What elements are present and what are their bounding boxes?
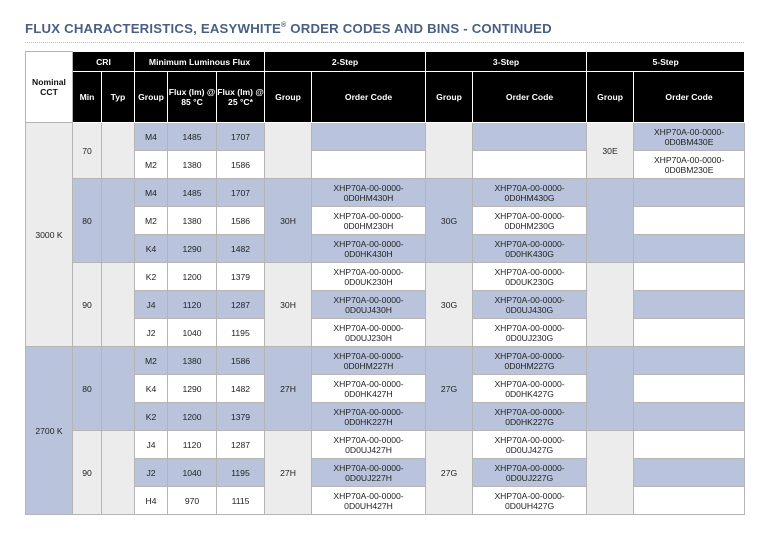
cri-min-cell: 90: [73, 431, 102, 515]
step5-code-cell: [634, 235, 745, 263]
step3-code-cell: XHP70A-00-0000-0D0UJ230G: [473, 319, 587, 347]
step5-code-cell: [634, 291, 745, 319]
step5-code-cell: [634, 347, 745, 375]
step2-code-cell: XHP70A-00-0000-0D0HK227H: [312, 403, 426, 431]
table-row: [26, 123, 745, 151]
step3-code-cell: XHP70A-00-0000-0D0HK430G: [473, 235, 587, 263]
flux25-cell: 1287: [217, 431, 265, 459]
step5-code-cell: [634, 431, 745, 459]
step5-group-cell: [587, 179, 634, 263]
step2-group-cell: 30H: [265, 263, 312, 347]
title-part-1: FLUX CHARACTERISTICS, EASYWHITE: [25, 21, 282, 36]
step5-code-cell: [634, 319, 745, 347]
table-body: [26, 123, 745, 515]
table-row: [26, 347, 745, 375]
cri-typ-cell: [102, 347, 135, 431]
step5-group-cell: [587, 263, 634, 347]
header-5-step-group: Group: [587, 72, 634, 123]
step5-code-cell: [634, 459, 745, 487]
step2-code-cell: XHP70A-00-0000-0D0UJ230H: [312, 319, 426, 347]
step5-code-cell: [634, 487, 745, 515]
table-row: [26, 431, 745, 459]
step5-code-cell: [634, 207, 745, 235]
step2-code-cell: XHP70A-00-0000-0D0UJ227H: [312, 459, 426, 487]
header-5-step: 5-Step: [587, 52, 745, 72]
step5-group-cell: [587, 431, 634, 515]
cri-min-cell: 70: [73, 123, 102, 179]
flux25-cell: 1195: [217, 459, 265, 487]
group-cell: J4: [135, 291, 168, 319]
step2-code-cell: XHP70A-00-0000-0D0UH427H: [312, 487, 426, 515]
group-cell: K4: [135, 235, 168, 263]
flux85-cell: 1200: [168, 263, 217, 291]
group-cell: K2: [135, 263, 168, 291]
flux25-cell: 1707: [217, 123, 265, 151]
flux85-cell: 1200: [168, 403, 217, 431]
flux25-cell: 1379: [217, 403, 265, 431]
flux85-cell: 1485: [168, 123, 217, 151]
step5-group-cell: [587, 347, 634, 431]
step2-code-cell: XHP70A-00-0000-0D0UJ427H: [312, 431, 426, 459]
step3-code-cell: [473, 123, 587, 151]
step5-code-cell: [634, 403, 745, 431]
header-typ: Typ: [102, 72, 135, 123]
step2-code-cell: XHP70A-00-0000-0D0HM227H: [312, 347, 426, 375]
step2-code-cell: XHP70A-00-0000-0D0UK230H: [312, 263, 426, 291]
cri-min-cell: 80: [73, 179, 102, 263]
table-row: [26, 179, 745, 207]
step2-group-cell: 30H: [265, 179, 312, 263]
flux85-cell: 1380: [168, 151, 217, 179]
flux25-cell: 1115: [217, 487, 265, 515]
flux85-cell: 1380: [168, 207, 217, 235]
group-cell: J4: [135, 431, 168, 459]
step5-code-cell: XHP70A-00-0000-0D0BM230E: [634, 151, 745, 179]
step3-code-cell: XHP70A-00-0000-0D0UJ227G: [473, 459, 587, 487]
step2-code-cell: [312, 151, 426, 179]
registered-mark: ®: [281, 21, 287, 29]
step2-code-cell: XHP70A-00-0000-0D0HK427H: [312, 375, 426, 403]
step5-code-cell: [634, 375, 745, 403]
step3-code-cell: XHP70A-00-0000-0D0HK427G: [473, 375, 587, 403]
group-cell: K2: [135, 403, 168, 431]
step2-code-cell: XHP70A-00-0000-0D0HK430H: [312, 235, 426, 263]
step3-code-cell: XHP70A-00-0000-0D0HM227G: [473, 347, 587, 375]
step5-group-cell: 30E: [587, 123, 634, 179]
step3-code-cell: XHP70A-00-0000-0D0HM230G: [473, 207, 587, 235]
header-2-step-order-code: Order Code: [312, 72, 426, 123]
step3-code-cell: XHP70A-00-0000-0D0UH427G: [473, 487, 587, 515]
step2-code-cell: [312, 123, 426, 151]
flux85-cell: 1120: [168, 431, 217, 459]
header-3-step: 3-Step: [426, 52, 587, 72]
cri-typ-cell: [102, 179, 135, 263]
step2-code-cell: XHP70A-00-0000-0D0UJ430H: [312, 291, 426, 319]
header-min: Min: [73, 72, 102, 123]
cri-typ-cell: [102, 263, 135, 347]
table-row: [26, 263, 745, 291]
step2-group-cell: 27H: [265, 347, 312, 431]
step3-code-cell: XHP70A-00-0000-0D0UK230G: [473, 263, 587, 291]
flux85-cell: 1290: [168, 375, 217, 403]
step3-code-cell: [473, 151, 587, 179]
group-cell: M4: [135, 179, 168, 207]
header-flux-85: Flux (lm) @ 85 °C: [168, 72, 217, 123]
header-nominal-cct: Nominal CCT: [26, 52, 73, 123]
group-cell: M2: [135, 207, 168, 235]
cri-min-cell: 80: [73, 347, 102, 431]
cri-typ-cell: [102, 431, 135, 515]
step2-code-cell: XHP70A-00-0000-0D0HM430H: [312, 179, 426, 207]
step3-code-cell: XHP70A-00-0000-0D0UJ427G: [473, 431, 587, 459]
flux25-cell: 1379: [217, 263, 265, 291]
step3-code-cell: XHP70A-00-0000-0D0HM430G: [473, 179, 587, 207]
flux85-cell: 970: [168, 487, 217, 515]
flux85-cell: 1040: [168, 459, 217, 487]
cct-cell-2700k: 2700 K: [26, 347, 73, 515]
flux85-cell: 1380: [168, 347, 217, 375]
title-part-2: ORDER CODES AND BINS - CONTINUED: [286, 21, 552, 36]
step3-group-cell: 27G: [426, 347, 473, 431]
step2-group-cell: 27H: [265, 431, 312, 515]
step2-group-cell: [265, 123, 312, 179]
step3-code-cell: XHP70A-00-0000-0D0HK227G: [473, 403, 587, 431]
group-cell: M2: [135, 151, 168, 179]
flux25-cell: 1287: [217, 291, 265, 319]
step5-code-cell: XHP70A-00-0000-0D0BM430E: [634, 123, 745, 151]
flux-table: [25, 51, 745, 515]
step3-code-cell: XHP70A-00-0000-0D0UJ430G: [473, 291, 587, 319]
group-cell: K4: [135, 375, 168, 403]
flux85-cell: 1120: [168, 291, 217, 319]
group-cell: H4: [135, 487, 168, 515]
group-cell: J2: [135, 459, 168, 487]
flux25-cell: 1586: [217, 207, 265, 235]
header-flux-25: Flux (lm) @ 25 °C*: [217, 72, 265, 123]
group-cell: M2: [135, 347, 168, 375]
flux25-cell: 1586: [217, 151, 265, 179]
header-group: Group: [135, 72, 168, 123]
header-2-step: 2-Step: [265, 52, 426, 72]
title-divider: [25, 42, 744, 43]
flux25-cell: 1707: [217, 179, 265, 207]
flux85-cell: 1040: [168, 319, 217, 347]
step3-group-cell: [426, 123, 473, 179]
group-cell: J2: [135, 319, 168, 347]
flux85-cell: 1485: [168, 179, 217, 207]
step5-code-cell: [634, 263, 745, 291]
step5-code-cell: [634, 179, 745, 207]
flux25-cell: 1482: [217, 235, 265, 263]
header-3-step-order-code: Order Code: [473, 72, 587, 123]
group-cell: M4: [135, 123, 168, 151]
header-3-step-group: Group: [426, 72, 473, 123]
header-5-step-order-code: Order Code: [634, 72, 745, 123]
table-header: [26, 52, 745, 123]
step3-group-cell: 30G: [426, 263, 473, 347]
header-cri: CRI: [73, 52, 135, 72]
cri-min-cell: 90: [73, 263, 102, 347]
page-title: [25, 21, 552, 36]
cct-cell-3000k: 3000 K: [26, 123, 73, 347]
cri-typ-cell: [102, 123, 135, 179]
header-2-step-group: Group: [265, 72, 312, 123]
step2-code-cell: XHP70A-00-0000-0D0HM230H: [312, 207, 426, 235]
flux25-cell: 1195: [217, 319, 265, 347]
flux25-cell: 1586: [217, 347, 265, 375]
header-min-flux: Minimum Luminous Flux: [135, 52, 265, 72]
flux85-cell: 1290: [168, 235, 217, 263]
step3-group-cell: 30G: [426, 179, 473, 263]
flux25-cell: 1482: [217, 375, 265, 403]
step3-group-cell: 27G: [426, 431, 473, 515]
